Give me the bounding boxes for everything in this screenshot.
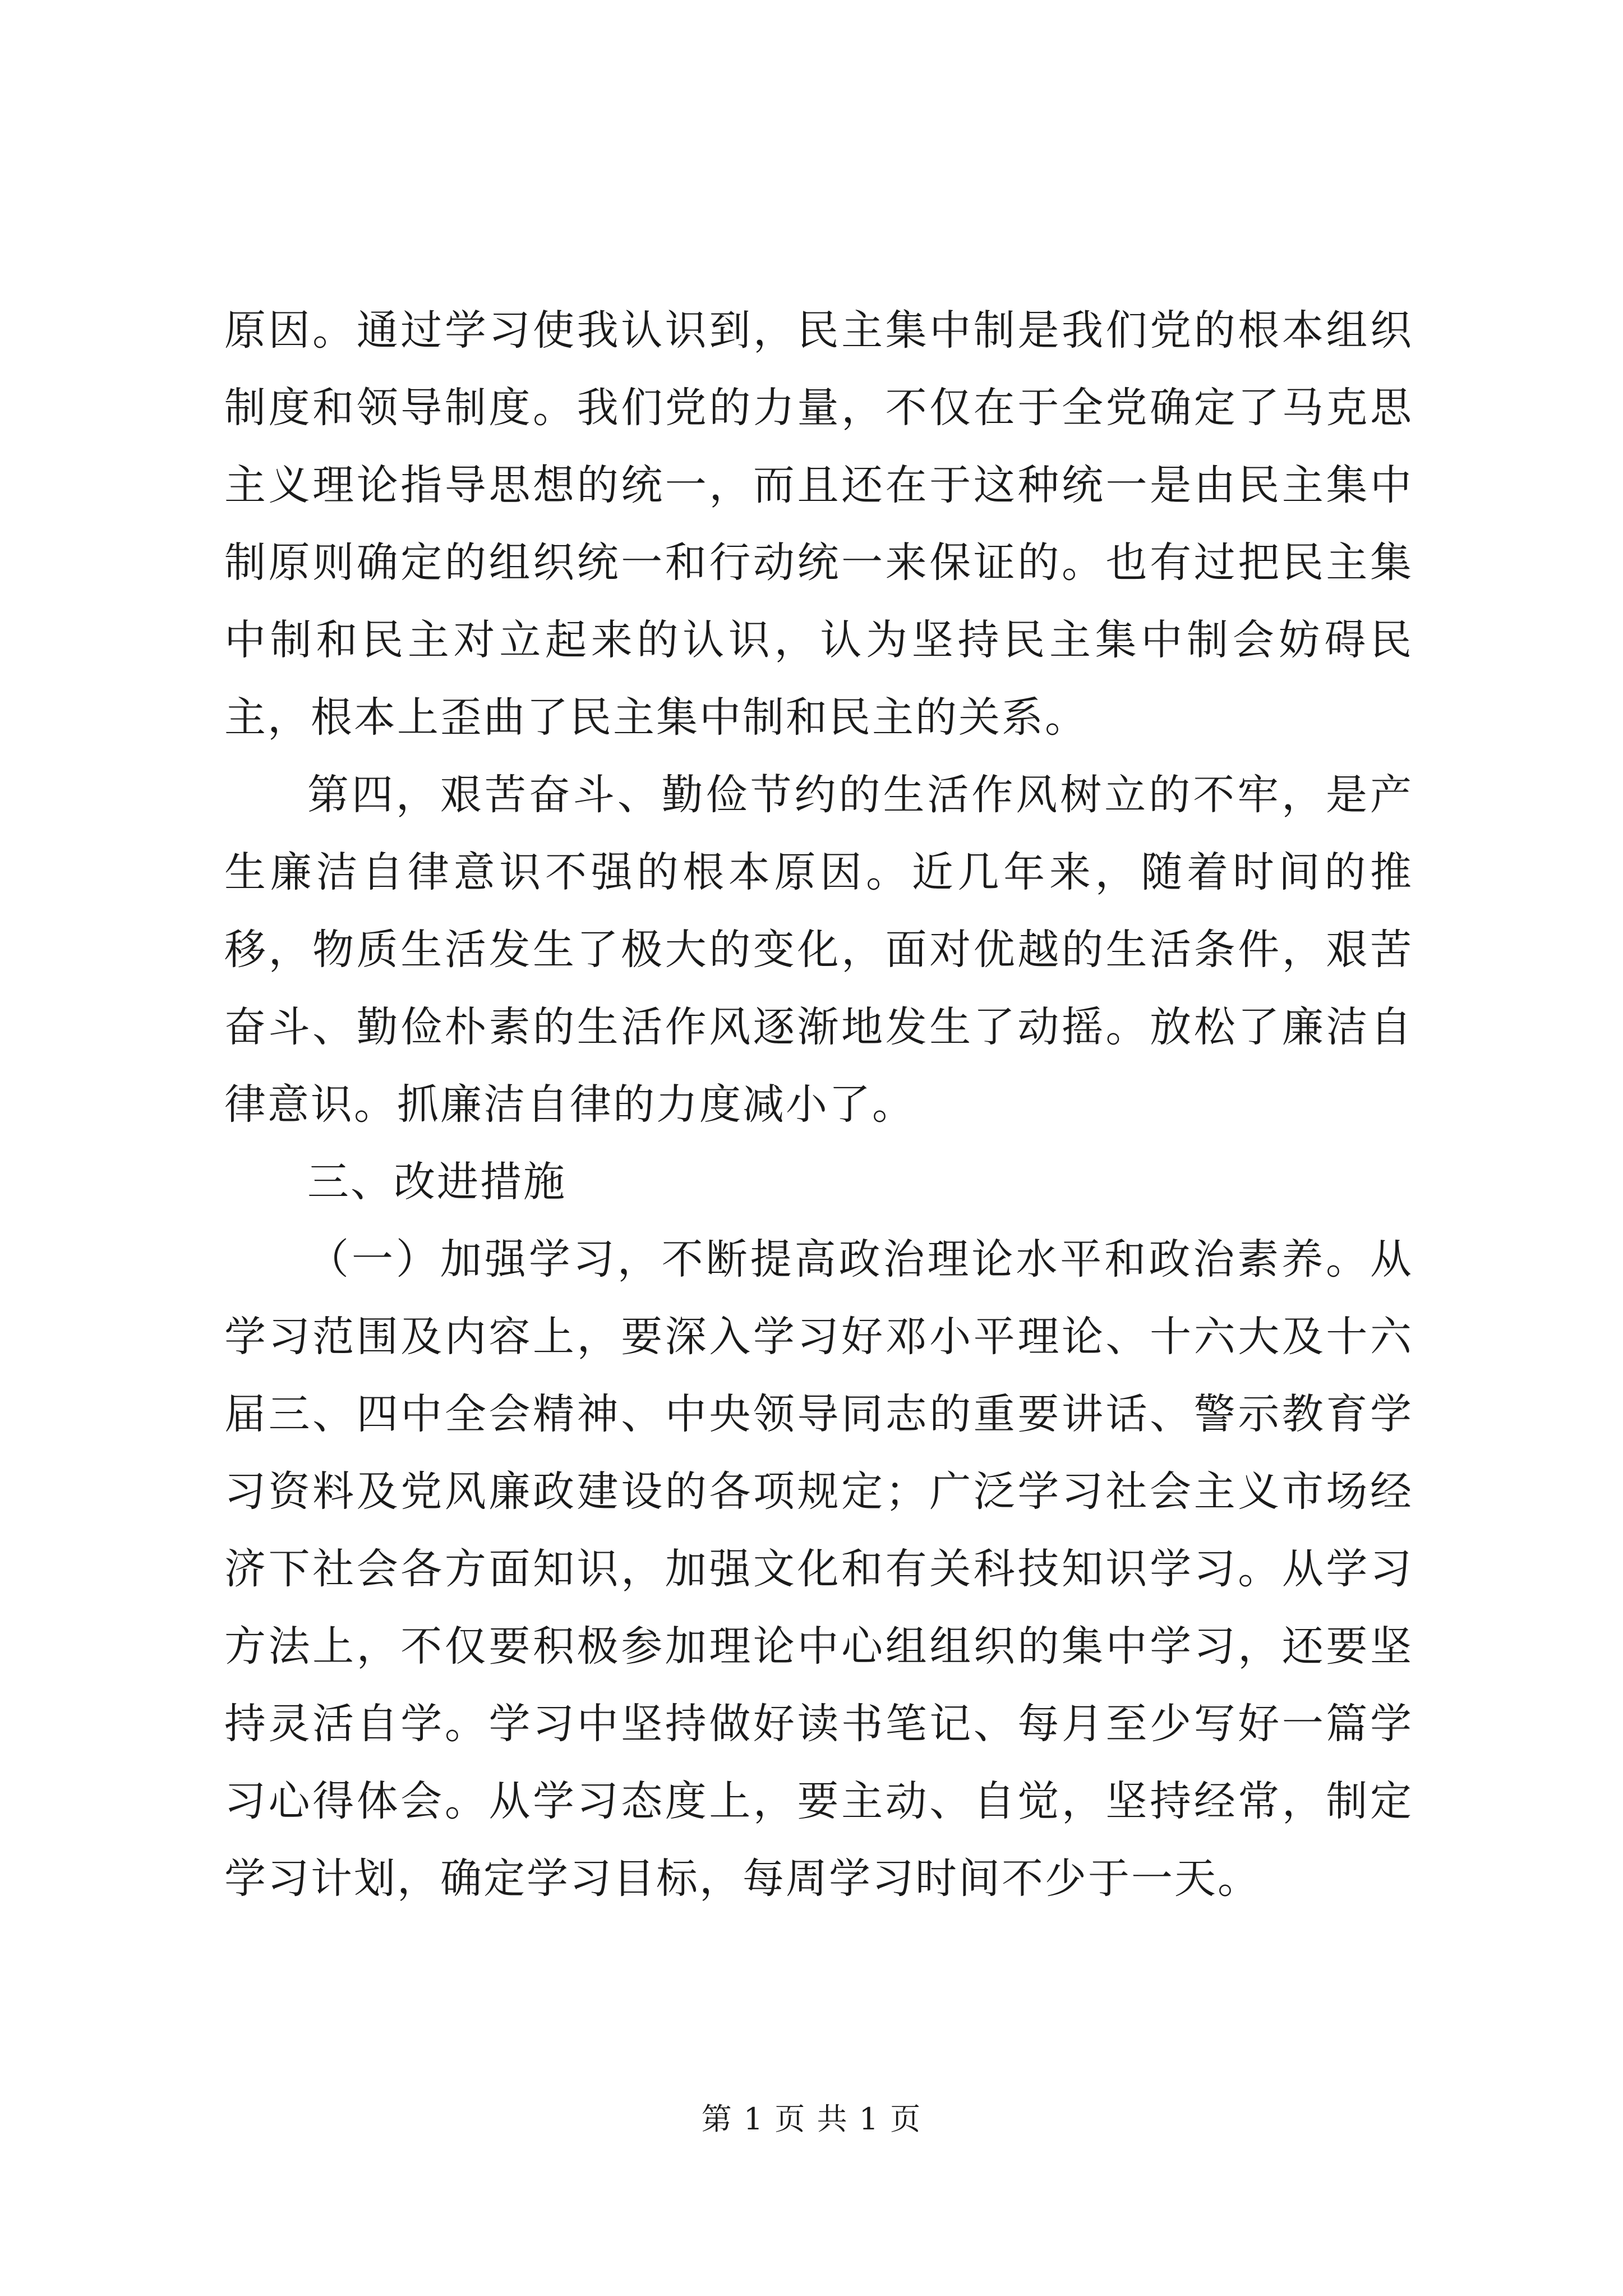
paragraph-continuation: 原因。通过学习使我认识到，民主集中制是我们党的根本组织制度和领导制度。我们党的力量，不仅在于全党确定了马克思主义理论指导思想的统一，而且还在于这种统一是由民主集中制原则确定的组织统一和行动统一来保证的。也有过把民主集中制和民主对立起来的认识，认为坚持民主集中制会妨碍民主，根本上歪曲了民主集中制和民主的关系。 (224, 306, 1413, 742)
section-heading-improvement-measures: 三、改进措施 (307, 1158, 566, 1206)
paragraph-point-four: 第四，艰苦奋斗、勤俭节约的生活作风树立的不牢，是产生廉洁自律意识不强的根本原因。近几年来，随着时间的推移，物质生活发生了极大的变化，面对优越的生活条件，艰苦奋斗、勤俭朴素的生活作风逐渐地发生了动摇。放松了廉洁自律意识。抓廉洁自律的力度减小了。 (224, 771, 1413, 1129)
page-footer: 第 1 页 共 1 页 (701, 2101, 922, 2137)
document-body (224, 292, 1413, 1917)
paragraph-measure-one: （一）加强学习，不断提高政治理论水平和政治素养。从学习范围及内容上，要深入学习好邓小平理论、十六大及十六届三、四中全会精神、中央领导同志的重要讲话、警示教育学习资料及党风廉政建设的各项规定；广泛学习社会主义市场经济下社会各方面知识，加强文化和有关科技知识学习。从学习方法上，不仅要积极参加理论中心组组织的集中学习，还要坚持灵活自学。学习中坚持做好读书笔记、每月至少写好一篇学习心得体会。从学习态度上，要主动、自觉，坚持经常，制定学习计划，确定学习目标，每周学习时间不少于一天。 (224, 1235, 1413, 1903)
